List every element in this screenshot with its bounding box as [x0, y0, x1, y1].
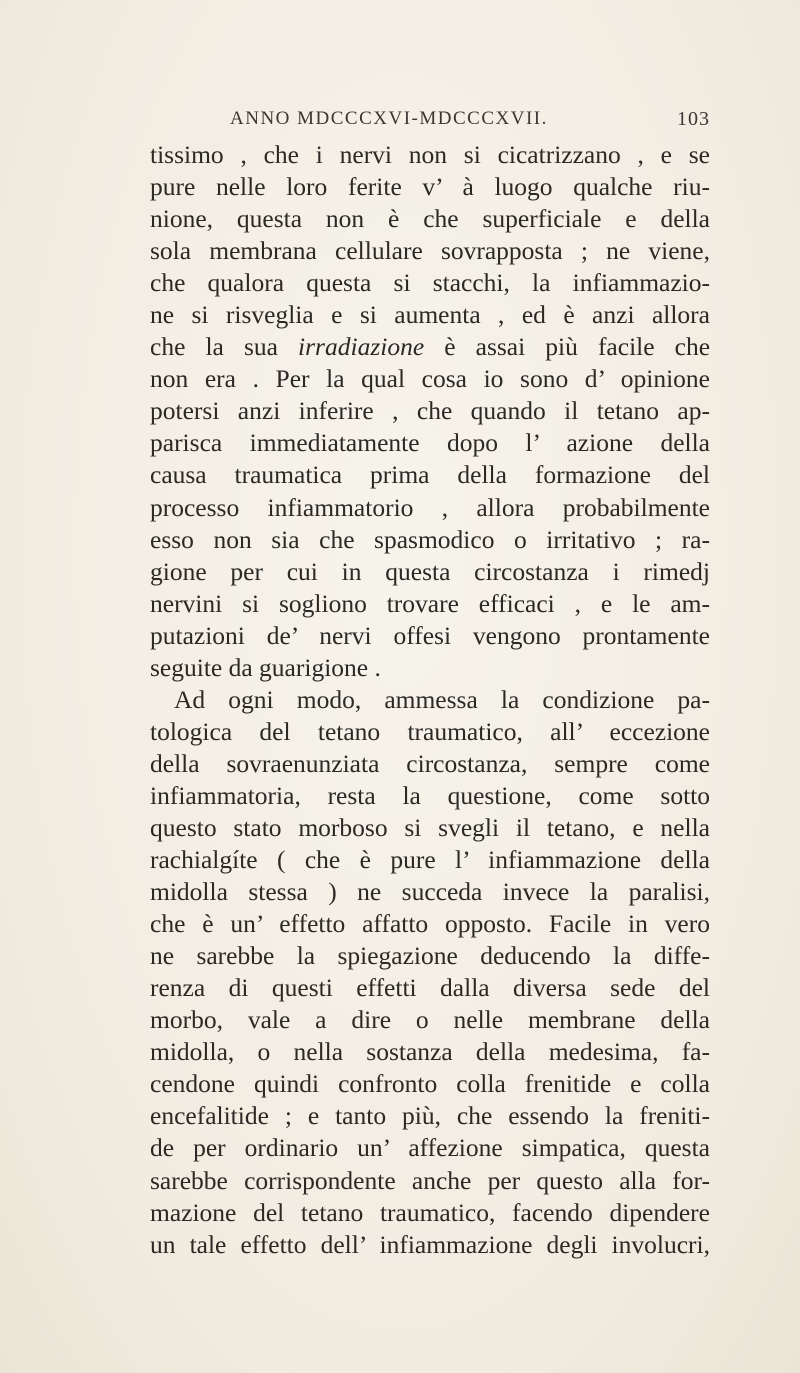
text-line: rachialgíte ( che è pure l’ infiammazione della: [150, 845, 710, 875]
paragraph-end-line: seguite da guarigione .: [150, 652, 381, 682]
text-line: questo stato morboso si svegli il tetano, e nella: [150, 812, 710, 842]
text-line: della sovraenunziata circostanza, sempre come: [150, 748, 710, 778]
text-line: midolla, o nella sostanza della medesima, fa-: [150, 1037, 710, 1067]
text-line: ne sarebbe la spiegazione deducendo la diffe-: [150, 941, 710, 971]
text-line: non era . Per la qual cosa io sono d’ opinione: [150, 364, 710, 394]
text-line: tissimo , che i nervi non si cicatrizzano , e se: [150, 140, 710, 169]
page-number: 103: [677, 108, 710, 130]
text-line: potersi anzi inferire , che quando il tetano ap-: [150, 396, 710, 426]
italic-term: irradiazione: [298, 332, 425, 362]
text-line: renza di questi effetti dalla diversa sede del: [150, 973, 710, 1003]
text-line: encefalitide ; e tanto più, che essendo la freniti-: [150, 1101, 710, 1131]
text-line: de per ordinario un’ affezione simpatica, questa: [150, 1133, 710, 1163]
text-line: parisca immediatamente dopo l’ azione della: [150, 428, 710, 458]
text-line: sarebbe corrispondente anche per questo alla for-: [150, 1165, 710, 1195]
text-line: causa traumatica prima della formazione del: [150, 460, 710, 490]
text-line: infiammatoria, resta la questione, come sotto: [150, 780, 710, 810]
paragraph-start-line: Ad ogni modo, ammessa la condizione pa-: [174, 684, 710, 714]
text-segment: che la sua: [150, 332, 278, 362]
text-line: mazione del tetano traumatico, facendo dipendere: [150, 1197, 710, 1227]
text-line: nione, questa non è che superficiale e della: [150, 204, 710, 234]
text-segment: è assai più facile che: [444, 332, 711, 362]
text-line: tologica del tetano traumatico, all’ eccezione: [150, 716, 710, 746]
text-line: midolla stessa ) ne succeda invece la paralisi,: [150, 877, 710, 907]
text-line: cendone quindi confronto colla frenitide e colla: [150, 1069, 710, 1099]
text-line: pure nelle loro ferite v’ à luogo qualche riu-: [150, 172, 710, 202]
text-line: un tale effetto dell’ infiammazione degli involucri,: [150, 1229, 710, 1259]
text-line: nervini si sogliono trovare efficaci , e le am-: [150, 588, 710, 618]
text-line: che è un’ effetto affatto opposto. Facile in vero: [150, 909, 710, 939]
page-header: [150, 108, 710, 138]
text-line: gione per cui in questa circostanza i rimedj: [150, 556, 710, 586]
running-head: ANNO MDCCCXVI-MDCCCXVII.: [230, 108, 548, 129]
text-line: processo infiammatorio , allora probabilmente: [150, 492, 710, 522]
text-line: ne si risveglia e si aumenta , ed è anzi allora: [150, 300, 710, 330]
body-text: [150, 139, 710, 1261]
text-line: che qualora questa si stacchi, la infiammazio-: [150, 268, 710, 298]
text-line-with-italic: [150, 331, 710, 363]
text-line: putazioni de’ nervi offesi vengono prontamente: [150, 620, 710, 650]
text-line: esso non sia che spasmodico o irritativo ; ra-: [150, 524, 710, 554]
text-line: sola membrana cellulare sovrapposta ; ne viene,: [150, 236, 710, 266]
text-line: morbo, vale a dire o nelle membrane della: [150, 1005, 710, 1035]
